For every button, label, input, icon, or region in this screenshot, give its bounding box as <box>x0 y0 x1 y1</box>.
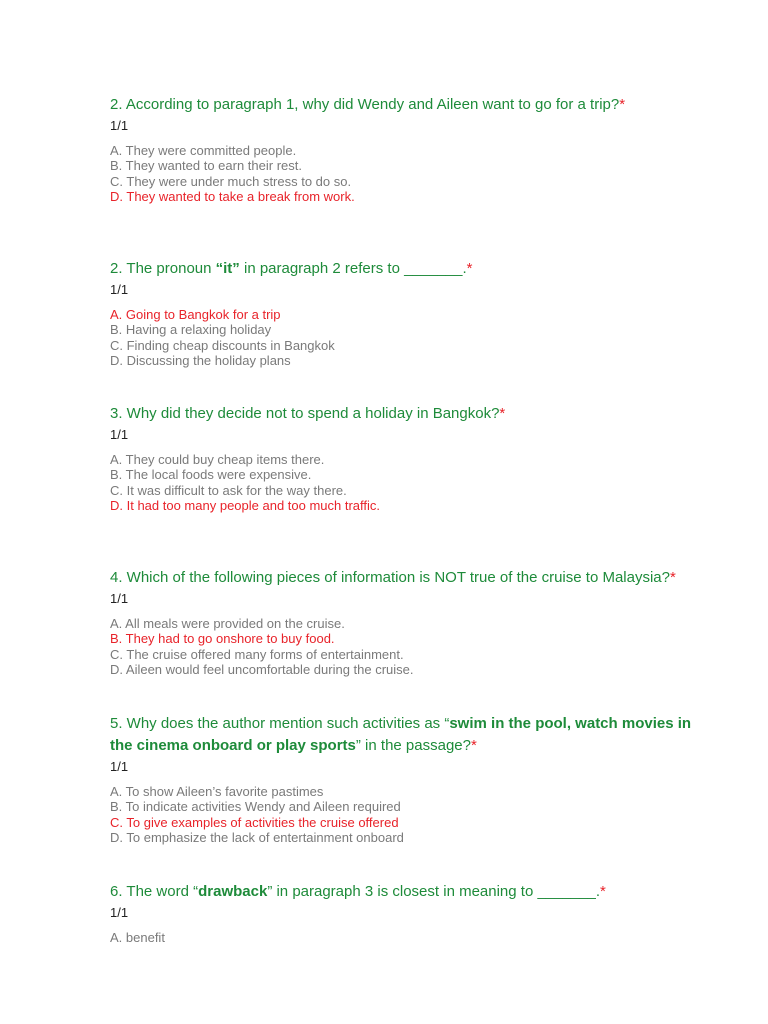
emphasized-term: swim in the pool, watch movies in the cinema onboard or play sports <box>110 715 692 754</box>
answer-option[interactable]: C. The cruise offered many forms of entertainment. <box>110 646 404 662</box>
required-asterisk: * <box>499 405 506 422</box>
answer-option[interactable]: B. To indicate activities Wendy and Aileen required <box>110 799 401 815</box>
question-text: 2. The pronoun “it” in paragraph 2 refers to _______.* <box>110 260 473 277</box>
question-block <box>110 881 710 945</box>
question-text: 2. According to paragraph 1, why did Wendy and Aileen want to go for a trip?* <box>110 96 626 113</box>
required-asterisk: * <box>470 737 477 754</box>
answer-option[interactable]: B. They wanted to earn their rest. <box>110 158 302 174</box>
answer-option-correct[interactable]: D. They wanted to take a break from work. <box>110 188 355 204</box>
emphasized-term: drawback <box>198 883 268 900</box>
question-score: 1/1 <box>110 591 129 606</box>
question-score: 1/1 <box>110 427 129 442</box>
answer-option[interactable]: C. They were under much stress to do so. <box>110 173 352 189</box>
answer-option[interactable]: B. The local foods were expensive. <box>110 467 312 483</box>
emphasized-term: “it” <box>215 260 240 277</box>
question-score: 1/1 <box>110 118 129 133</box>
answer-option-correct[interactable]: C. To give examples of activities the cruise offered <box>110 814 399 830</box>
answer-options <box>110 307 710 368</box>
question-text: 5. Why does the author mention such activities as “swim in the pool, watch movies in the cinema onboard or play sports” in the passage?* <box>110 715 692 754</box>
required-asterisk: * <box>600 883 606 900</box>
answer-options <box>110 784 710 845</box>
answer-option[interactable]: D. To emphasize the lack of entertainment onboard <box>110 829 404 845</box>
answer-option-correct[interactable]: B. They had to go onshore to buy food. <box>110 631 335 647</box>
question-text: 4. Which of the following pieces of information is NOT true of the cruise to Malaysia?* <box>110 569 676 586</box>
answer-option[interactable]: C. Finding cheap discounts in Bangkok <box>110 337 335 353</box>
answer-option[interactable]: D. Aileen would feel uncomfortable during the cruise. <box>110 661 414 677</box>
answer-option[interactable]: A. All meals were provided on the cruise. <box>110 616 345 631</box>
question-score: 1/1 <box>110 282 129 297</box>
answer-option[interactable]: C. It was difficult to ask for the way there. <box>110 482 347 498</box>
answer-option-correct[interactable]: A. Going to Bangkok for a trip <box>110 307 281 322</box>
answer-options <box>110 930 710 945</box>
question-score: 1/1 <box>110 905 129 920</box>
answer-option[interactable]: A. They were committed people. <box>110 143 297 158</box>
answer-option-correct[interactable]: D. It had too many people and too much traffic. <box>110 497 381 513</box>
question-block <box>110 403 710 513</box>
answer-option[interactable]: A. To show Aileen’s favorite pastimes <box>110 784 324 799</box>
question-block <box>110 258 710 368</box>
required-asterisk: * <box>619 96 626 113</box>
answer-options <box>110 616 730 677</box>
answer-options <box>110 143 710 204</box>
required-asterisk: * <box>466 260 473 277</box>
answer-options <box>110 452 710 513</box>
question-block <box>110 567 730 677</box>
answer-option[interactable]: A. benefit <box>110 930 165 945</box>
question-text: 6. The word “drawback” in paragraph 3 is closest in meaning to _______.* <box>110 883 606 900</box>
question-text: 3. Why did they decide not to spend a holiday in Bangkok?* <box>110 405 506 422</box>
answer-option[interactable]: A. They could buy cheap items there. <box>110 452 325 467</box>
answer-option[interactable]: D. Discussing the holiday plans <box>110 352 291 368</box>
question-block <box>110 94 710 204</box>
question-score: 1/1 <box>110 759 129 774</box>
answer-option[interactable]: B. Having a relaxing holiday <box>110 322 272 338</box>
question-block <box>110 713 710 845</box>
required-asterisk: * <box>669 569 676 586</box>
